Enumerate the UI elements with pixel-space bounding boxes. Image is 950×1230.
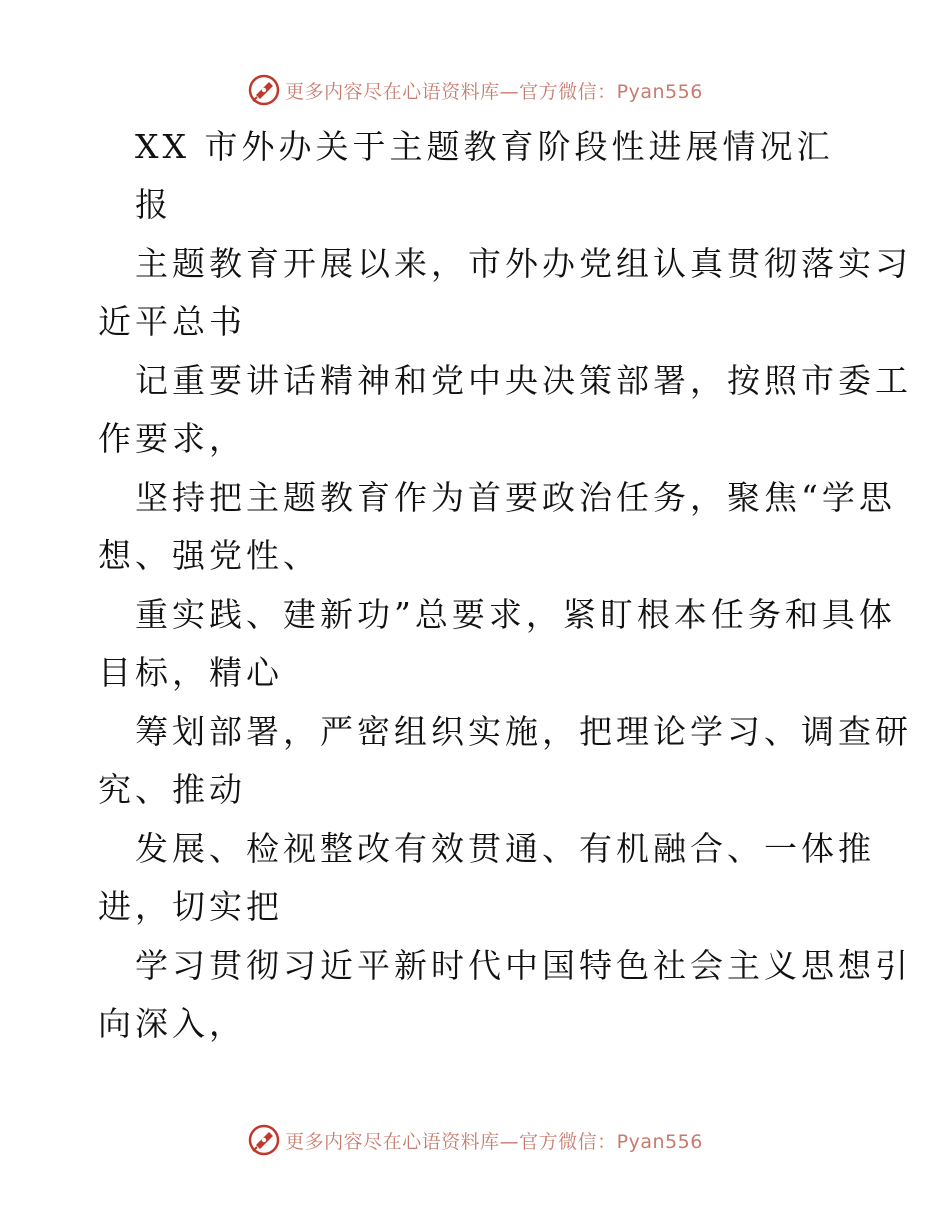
pen-nib-logo-icon [247, 1123, 281, 1157]
paragraph-line: 作要求， [98, 419, 246, 458]
paragraph-line: 记重要讲话精神和党中央决策部署，按照市委工 [135, 361, 912, 400]
paragraph-line: 向深入， [98, 1004, 246, 1043]
document-title-line-1: XX 市外办关于主题教育阶段性进展情况汇 [135, 127, 834, 166]
header-banner-text: 更多内容尽在心语资料库—官方微信：Pyan556 [285, 80, 703, 103]
footer-banner-text: 更多内容尽在心语资料库—官方微信：Pyan556 [285, 1130, 703, 1153]
paragraph-line: 究、推动 [98, 770, 246, 809]
paragraph-line: 想、强党性、 [98, 536, 320, 575]
paragraph-line: 发展、检视整改有效贯通、有机融合、一体推 [135, 829, 875, 868]
paragraph-line: 主题教育开展以来，市外办党组认真贯彻落实习 [135, 244, 912, 283]
footer-banner-content [247, 1123, 703, 1157]
document-title-line-2: 报 [135, 185, 172, 224]
paragraph-line: 重实践、建新功”总要求，紧盯根本任务和具体 [135, 595, 896, 634]
paragraph-line: 目标，精心 [98, 653, 283, 692]
paragraph-line: 坚持把主题教育作为首要政治任务，聚焦“学思 [135, 478, 896, 517]
paragraph-line: 学习贯彻习近平新时代中国特色社会主义思想引 [135, 946, 912, 985]
footer-banner [0, 1120, 950, 1160]
paragraph-line: 筹划部署，严密组织实施，把理论学习、调查研 [135, 712, 912, 751]
paragraph-line: 近平总书 [98, 302, 246, 341]
paragraph-line: 进，切实把 [98, 887, 283, 926]
